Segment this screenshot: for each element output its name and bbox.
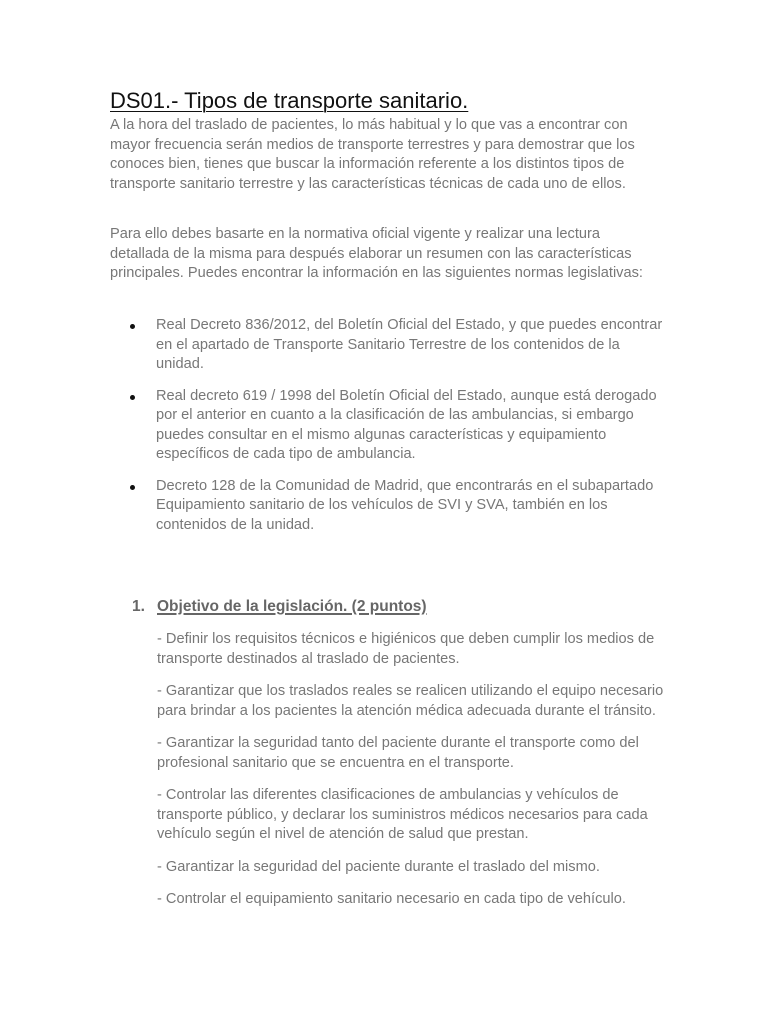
intro-paragraph: Para ello debes basarte en la normativa oficial vigente y realizar una lectura detallada de la misma para después elaborar un resumen con las características principales. Puedes encontrar la información en las siguientes normas legislativas: — [110, 226, 643, 281]
objective-item: - Controlar las diferentes clasificaciones de ambulancias y vehículos de transporte público, y declarar los suministros médicos necesarios para cada vehículo según el nivel de atención de salud que prestan. — [157, 787, 648, 842]
legislation-item-text: Real Decreto 836/2012, del Boletín Oficial del Estado, y que puedes encontrar en el apartado de Transporte Sanitario Terrestre de los contenidos de la unidad. — [156, 317, 663, 372]
legislation-item — [110, 387, 670, 465]
objectives-list — [132, 630, 672, 910]
objective-item: - Garantizar que los traslados reales se realicen utilizando el equipo necesario para brindar a los pacientes la atención médica adecuada durante el tránsito. — [157, 683, 664, 719]
objective-item: - Garantizar la seguridad del paciente durante el traslado del mismo. — [157, 858, 600, 875]
section-heading — [132, 596, 672, 618]
section-title: Objetivo de la legislación. (2 puntos) — [157, 598, 427, 615]
objective-item: - Controlar el equipamiento sanitario necesario en cada tipo de vehículo. — [157, 891, 626, 907]
legislation-item-text: Decreto 128 de la Comunidad de Madrid, que encontrarás en el subapartado Equipamiento sanitario de los vehículos de SVI y SVA, también en los contenidos de la unidad. — [156, 477, 654, 533]
legislation-item-text: Real decreto 619 / 1998 del Boletín Oficial del Estado, aunque está derogado por el anterior en cuanto a la clasificación de las ambulancias, si embargo puedes consultar en el mismo algunas características y equipamiento específicos de cada tipo de ambulancia. — [156, 387, 657, 462]
section-number: 1. — [132, 598, 145, 615]
legislation-list — [110, 316, 670, 547]
bullet-icon — [130, 485, 135, 490]
document-title — [110, 86, 468, 116]
legislation-item — [110, 477, 670, 536]
bullet-icon — [130, 324, 135, 329]
legislation-item — [110, 316, 670, 375]
objective-item: - Definir los requisitos técnicos e higiénicos que deben cumplir los medios de transporte destinados al traslado de pacientes. — [157, 631, 655, 667]
document-title-text: DS01.- Tipos de transporte sanitario. — [110, 88, 469, 113]
objective-item: - Garantizar la seguridad tanto del paciente durante el transporte como del profesional sanitario que se encuentra en el transporte. — [157, 735, 639, 771]
intro-paragraph: A la hora del traslado de pacientes, lo más habitual y lo que vas a encontrar con mayor frecuencia serán medios de transporte terrestres y para demostrar que los conoces bien, tienes que buscar la información referente a los distintos tipos de transporte sanitario terrestre y las características técnicas de cada uno de ellos. — [110, 117, 635, 192]
objectives-section — [132, 596, 672, 923]
bullet-icon — [130, 395, 135, 400]
